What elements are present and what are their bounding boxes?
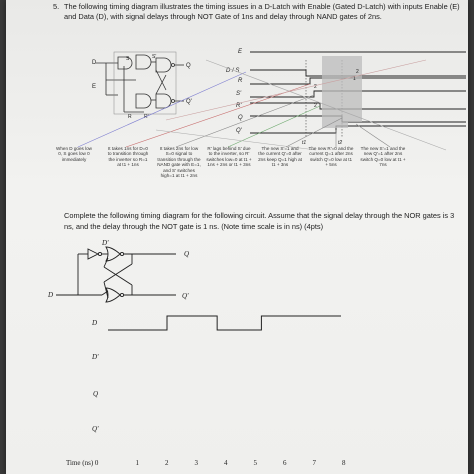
- q5-label-R-prime: R': [144, 114, 149, 120]
- q6-time-tick-6: 6: [283, 459, 287, 467]
- q6-circuit-label-D: D: [48, 291, 54, 299]
- q5-note-1: When D goes low 0, S goes low 0 immediately: [56, 146, 93, 162]
- worksheet-page: [6, 0, 468, 474]
- q5-timing-label-R-prime: R': [236, 103, 242, 109]
- q5-timing-label-R: R: [238, 78, 243, 84]
- q6-signal-label-Q-prime: Q': [92, 425, 99, 433]
- q6-time-tick-2: 2: [165, 459, 169, 467]
- q5-label-S-prime: S': [152, 54, 157, 60]
- q6-time-tick-4: 4: [224, 459, 228, 467]
- q5-time-t1: t1: [302, 140, 307, 146]
- q5-note-7: The new S'=1 and the new Q'=1 after 2ns switch Q=0 low at t1 + 7ns: [360, 146, 406, 168]
- q5-label-R: R: [128, 114, 132, 120]
- q5-label-D: D: [92, 60, 97, 66]
- q5-label-Q-prime: Q': [186, 99, 192, 105]
- question-6-prompt: Complete the following timing diagram for the following circuit. Assume that the signal delay through the NOR gates is 3 ns, and the delay through the NOT gate is 1 ns. (Note time scale is in ns) (4pts): [64, 211, 455, 231]
- q6-timing-diagram: [6, 304, 468, 474]
- q5-annotation-arrows: [78, 60, 446, 150]
- q5-note-4: R' lags behind S' due to the inverter, so R' switches low=0 at t1 + 1ns + 2ns or t1 + 3ns: [206, 146, 252, 168]
- q5-timing-label-Q: Q: [238, 115, 243, 121]
- question-5-number: 5.: [53, 2, 60, 11]
- q6-time-axis-label: Time (ns) 0: [66, 459, 99, 467]
- question-5-prompt: The following timing diagram illustrates the timing issues in a D-Latch with Enable (Gated D-Latch) with inputs Enable (E) and Data (D), with signal delays through NOT Gate of 1ns and delay through NAND gates of 2ns.: [64, 2, 460, 21]
- q5-label-S: S: [126, 56, 130, 62]
- q5-note-3: It takes 2ns for low S=0 signal to transition through the NAND gate with E=1, and S' switches high=1 at t1 + 2ns: [157, 146, 201, 179]
- q5-timing-label-E: E: [238, 49, 243, 55]
- q6-time-tick-7: 7: [312, 459, 316, 467]
- q6-circuit-label-Q: Q: [184, 250, 190, 258]
- q6-time-tick-1: 1: [135, 459, 139, 467]
- q5-note-6: The new R'=0 and the current Q=1 after 2ns switch Q'=0 low at t1 + 5ns: [308, 146, 354, 168]
- q5-pulse-number-4: 2: [314, 103, 317, 109]
- q5-pulse-number-3: 2: [314, 84, 317, 90]
- q6-time-tick-8: 8: [342, 459, 346, 467]
- q5-label-Q: Q: [186, 63, 191, 69]
- q6-circuit-label-Q-prime: Q': [182, 292, 189, 300]
- q5-timing-label-Q-prime: Q': [236, 128, 242, 134]
- q5-pulse-number-1: 1: [353, 76, 356, 82]
- q5-diagram: [6, 0, 468, 210]
- q5-timing-label-S-prime: S': [236, 91, 242, 97]
- q6-circuit-label-D-prime: D': [102, 239, 109, 247]
- q5-pulse-number-2: 2: [356, 69, 359, 75]
- q5-time-t2: t2: [338, 140, 343, 146]
- q6-signal-label-Q: Q: [93, 390, 99, 398]
- q6-signal-label-D: D: [92, 319, 98, 327]
- q6-d-waveform: [108, 316, 341, 330]
- q6-signal-label-D-prime: D': [92, 353, 99, 361]
- q5-note-5: The new S'=1 and the current Q'=0 after 2ns keep Q=1 high at t1 + 3ns: [258, 146, 302, 168]
- q5-latch-circuit: [96, 52, 184, 114]
- q6-circuit: [6, 236, 206, 306]
- q6-time-tick-5: 5: [253, 459, 257, 467]
- q6-time-tick-3: 3: [194, 459, 198, 467]
- q5-timing-label-D-S: D / S: [226, 68, 240, 74]
- q6-time-ticks: [136, 459, 347, 467]
- q5-label-E: E: [92, 84, 97, 90]
- q5-grey-overlay: [322, 56, 362, 128]
- q5-note-2: It takes 1ns for D=0 to transition through the inverter so R=1 at t1 + 1ns: [107, 146, 149, 168]
